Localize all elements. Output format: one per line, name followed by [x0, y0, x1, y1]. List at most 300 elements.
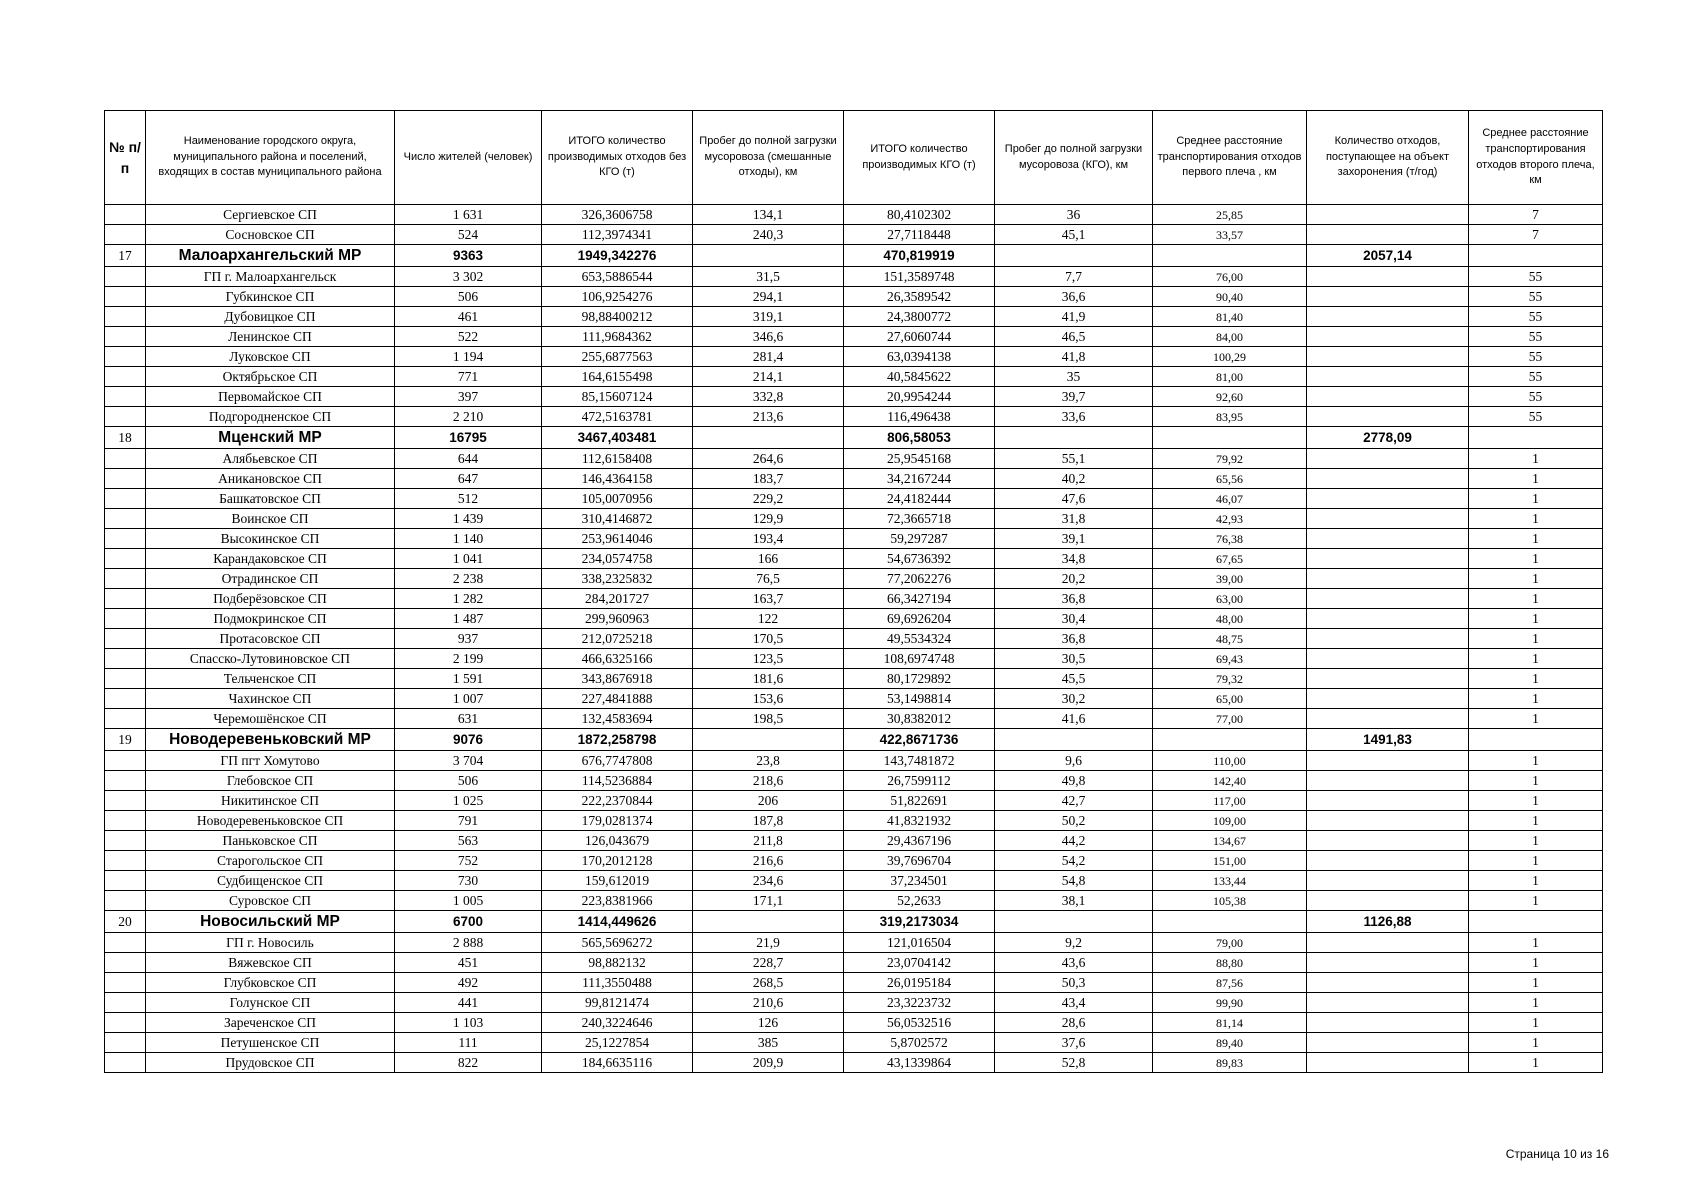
cell-mileage-mixed: 187,8: [693, 811, 844, 831]
cell-number: [105, 327, 146, 347]
cell-mileage-mixed: 181,6: [693, 669, 844, 689]
cell-landfill-amount: [1307, 205, 1469, 225]
cell-distance-first: 134,67: [1153, 831, 1307, 851]
cell-waste-total: 472,5163781: [542, 407, 693, 427]
cell-mileage-kgo: 39,1: [995, 529, 1153, 549]
settlement-row: [105, 287, 1603, 307]
header-distance-second: Среднее расстояние транспортирования отходов второго плеча, км: [1469, 111, 1603, 205]
cell-distance-second: 1: [1469, 609, 1603, 629]
cell-mileage-mixed: 129,9: [693, 509, 844, 529]
cell-name: Протасовское СП: [146, 629, 395, 649]
cell-name: Никитинское СП: [146, 791, 395, 811]
cell-mileage-mixed: 122: [693, 609, 844, 629]
cell-number: [105, 993, 146, 1013]
cell-population: 461: [395, 307, 542, 327]
cell-distance-second: 55: [1469, 287, 1603, 307]
cell-mileage-kgo: 36: [995, 205, 1153, 225]
settlement-row: [105, 407, 1603, 427]
cell-name: Аникановское СП: [146, 469, 395, 489]
cell-distance-first: 76,00: [1153, 267, 1307, 287]
cell-kgo-total: 20,9954244: [844, 387, 995, 407]
cell-mileage-kgo: 9,2: [995, 933, 1153, 953]
cell-distance-second: [1469, 911, 1603, 933]
cell-number: [105, 771, 146, 791]
settlement-row: [105, 831, 1603, 851]
cell-waste-total: 111,9684362: [542, 327, 693, 347]
cell-population: 16795: [395, 427, 542, 449]
cell-name: Зареченское СП: [146, 1013, 395, 1033]
cell-name: Подгородненское СП: [146, 407, 395, 427]
cell-name: ГП г. Новосиль: [146, 933, 395, 953]
cell-distance-first: 67,65: [1153, 549, 1307, 569]
cell-distance-second: 55: [1469, 327, 1603, 347]
cell-mileage-mixed: [693, 427, 844, 449]
settlement-row: [105, 569, 1603, 589]
cell-distance-first: 87,56: [1153, 973, 1307, 993]
cell-distance-first: 46,07: [1153, 489, 1307, 509]
cell-kgo-total: 24,4182444: [844, 489, 995, 509]
cell-name: Карандаковское СП: [146, 549, 395, 569]
cell-distance-second: 1: [1469, 831, 1603, 851]
district-row: [105, 729, 1603, 751]
cell-mileage-kgo: 36,8: [995, 629, 1153, 649]
cell-kgo-total: 108,6974748: [844, 649, 995, 669]
cell-number: [105, 811, 146, 831]
cell-waste-total: 85,15607124: [542, 387, 693, 407]
cell-mileage-kgo: 39,7: [995, 387, 1153, 407]
cell-number: [105, 831, 146, 851]
cell-distance-second: 1: [1469, 669, 1603, 689]
cell-distance-first: 84,00: [1153, 327, 1307, 347]
cell-mileage-kgo: 7,7: [995, 267, 1153, 287]
cell-distance-first: 133,44: [1153, 871, 1307, 891]
cell-waste-total: 132,4583694: [542, 709, 693, 729]
cell-distance-second: [1469, 245, 1603, 267]
cell-waste-total: 98,882132: [542, 953, 693, 973]
cell-distance-second: [1469, 427, 1603, 449]
cell-landfill-amount: [1307, 891, 1469, 911]
cell-name: Подмокринское СП: [146, 609, 395, 629]
cell-number: [105, 205, 146, 225]
cell-mileage-kgo: 30,5: [995, 649, 1153, 669]
cell-distance-second: 55: [1469, 407, 1603, 427]
cell-population: 1 025: [395, 791, 542, 811]
cell-name: ГП г. Малоархангельск: [146, 267, 395, 287]
cell-landfill-amount: [1307, 529, 1469, 549]
page-number: Страница 10 из 16: [1505, 1147, 1609, 1161]
cell-mileage-kgo: 37,6: [995, 1033, 1153, 1053]
cell-name: Глебовское СП: [146, 771, 395, 791]
cell-kgo-total: 5,8702572: [844, 1033, 995, 1053]
cell-name: Отрадинское СП: [146, 569, 395, 589]
cell-number: [105, 1033, 146, 1053]
cell-distance-second: 1: [1469, 811, 1603, 831]
cell-distance-second: 1: [1469, 529, 1603, 549]
cell-distance-first: 90,40: [1153, 287, 1307, 307]
cell-mileage-mixed: 264,6: [693, 449, 844, 469]
cell-distance-first: 79,32: [1153, 669, 1307, 689]
cell-population: 1 041: [395, 549, 542, 569]
cell-landfill-amount: [1307, 689, 1469, 709]
cell-waste-total: 98,88400212: [542, 307, 693, 327]
cell-distance-first: 79,92: [1153, 449, 1307, 469]
header-name: Наименование городского округа, муниципального района и поселений, входящих в состав муниципального района: [146, 111, 395, 205]
settlement-row: [105, 649, 1603, 669]
cell-number: [105, 1053, 146, 1073]
cell-distance-first: 63,00: [1153, 589, 1307, 609]
cell-mileage-kgo: 41,8: [995, 347, 1153, 367]
cell-kgo-total: 54,6736392: [844, 549, 995, 569]
cell-population: 9363: [395, 245, 542, 267]
cell-number: 17: [105, 245, 146, 267]
cell-kgo-total: 66,3427194: [844, 589, 995, 609]
cell-mileage-mixed: [693, 911, 844, 933]
cell-distance-first: 65,00: [1153, 689, 1307, 709]
cell-number: 18: [105, 427, 146, 449]
cell-kgo-total: 41,8321932: [844, 811, 995, 831]
cell-number: [105, 871, 146, 891]
cell-distance-first: [1153, 427, 1307, 449]
cell-population: 111: [395, 1033, 542, 1053]
cell-name: Тельченское СП: [146, 669, 395, 689]
cell-distance-second: 1: [1469, 469, 1603, 489]
cell-kgo-total: 30,8382012: [844, 709, 995, 729]
cell-number: [105, 367, 146, 387]
cell-number: [105, 225, 146, 245]
cell-number: [105, 449, 146, 469]
cell-kgo-total: 422,8671736: [844, 729, 995, 751]
settlement-row: [105, 709, 1603, 729]
cell-number: 20: [105, 911, 146, 933]
cell-landfill-amount: [1307, 993, 1469, 1013]
cell-distance-second: 1: [1469, 589, 1603, 609]
cell-population: 512: [395, 489, 542, 509]
cell-number: 19: [105, 729, 146, 751]
cell-distance-first: 105,38: [1153, 891, 1307, 911]
cell-landfill-amount: [1307, 347, 1469, 367]
settlement-row: [105, 509, 1603, 529]
cell-landfill-amount: [1307, 851, 1469, 871]
cell-kgo-total: 26,7599112: [844, 771, 995, 791]
cell-population: 6700: [395, 911, 542, 933]
header-mileage-kgo: Пробег до полной загрузки мусоровоза (КГО), км: [995, 111, 1153, 205]
cell-distance-first: 151,00: [1153, 851, 1307, 871]
settlement-row: [105, 811, 1603, 831]
cell-population: 3 302: [395, 267, 542, 287]
cell-mileage-mixed: 228,7: [693, 953, 844, 973]
settlement-row: [105, 791, 1603, 811]
settlement-row: [105, 529, 1603, 549]
cell-landfill-amount: [1307, 267, 1469, 287]
cell-number: [105, 973, 146, 993]
settlement-row: [105, 327, 1603, 347]
cell-number: [105, 307, 146, 327]
header-mileage-mixed: Пробег до полной загрузки мусоровоза (смешанные отходы), км: [693, 111, 844, 205]
cell-population: 2 199: [395, 649, 542, 669]
cell-waste-total: 255,6877563: [542, 347, 693, 367]
cell-mileage-mixed: 23,8: [693, 751, 844, 771]
cell-mileage-mixed: 281,4: [693, 347, 844, 367]
cell-waste-total: 159,612019: [542, 871, 693, 891]
cell-population: 1 140: [395, 529, 542, 549]
settlement-row: [105, 891, 1603, 911]
cell-mileage-mixed: 206: [693, 791, 844, 811]
cell-mileage-mixed: 183,7: [693, 469, 844, 489]
cell-number: [105, 509, 146, 529]
settlement-row: [105, 1013, 1603, 1033]
cell-name: Малоархангельский МР: [146, 245, 395, 267]
settlement-row: [105, 489, 1603, 509]
cell-landfill-amount: [1307, 1013, 1469, 1033]
cell-waste-total: 146,4364158: [542, 469, 693, 489]
settlement-row: [105, 205, 1603, 225]
cell-mileage-mixed: 21,9: [693, 933, 844, 953]
cell-name: Луковское СП: [146, 347, 395, 367]
cell-name: Сосновское СП: [146, 225, 395, 245]
cell-waste-total: 111,3550488: [542, 973, 693, 993]
cell-number: [105, 347, 146, 367]
cell-name: Черемошёнское СП: [146, 709, 395, 729]
cell-mileage-kgo: 43,4: [995, 993, 1153, 1013]
cell-distance-first: 65,56: [1153, 469, 1307, 489]
cell-waste-total: 1414,449626: [542, 911, 693, 933]
cell-distance-second: 1: [1469, 871, 1603, 891]
cell-mileage-mixed: 218,6: [693, 771, 844, 791]
cell-number: [105, 387, 146, 407]
cell-distance-second: [1469, 729, 1603, 751]
cell-landfill-amount: [1307, 307, 1469, 327]
cell-number: [105, 529, 146, 549]
cell-number: [105, 549, 146, 569]
cell-kgo-total: 806,58053: [844, 427, 995, 449]
cell-mileage-kgo: 50,2: [995, 811, 1153, 831]
cell-distance-first: 81,14: [1153, 1013, 1307, 1033]
cell-mileage-mixed: 209,9: [693, 1053, 844, 1073]
cell-population: 524: [395, 225, 542, 245]
cell-name: Алябьевское СП: [146, 449, 395, 469]
cell-kgo-total: 59,297287: [844, 529, 995, 549]
header-landfill-amount: Количество отходов, поступающее на объект захоронения (т/год): [1307, 111, 1469, 205]
cell-number: [105, 287, 146, 307]
cell-landfill-amount: [1307, 469, 1469, 489]
cell-kgo-total: 80,1729892: [844, 669, 995, 689]
cell-population: 1 103: [395, 1013, 542, 1033]
cell-mileage-kgo: 33,6: [995, 407, 1153, 427]
cell-landfill-amount: [1307, 225, 1469, 245]
cell-kgo-total: 39,7696704: [844, 851, 995, 871]
settlement-row: [105, 973, 1603, 993]
cell-name: Сергиевское СП: [146, 205, 395, 225]
cell-population: 506: [395, 771, 542, 791]
cell-number: [105, 649, 146, 669]
cell-waste-total: 1949,342276: [542, 245, 693, 267]
cell-kgo-total: 143,7481872: [844, 751, 995, 771]
cell-mileage-kgo: 31,8: [995, 509, 1153, 529]
cell-mileage-kgo: 50,3: [995, 973, 1153, 993]
cell-name: Спасско-Лутовиновское СП: [146, 649, 395, 669]
cell-distance-first: 109,00: [1153, 811, 1307, 831]
cell-distance-first: 33,57: [1153, 225, 1307, 245]
cell-mileage-kgo: 43,6: [995, 953, 1153, 973]
cell-distance-first: 89,83: [1153, 1053, 1307, 1073]
cell-name: Октябрьское СП: [146, 367, 395, 387]
cell-mileage-mixed: 268,5: [693, 973, 844, 993]
cell-mileage-kgo: [995, 911, 1153, 933]
cell-waste-total: 3467,403481: [542, 427, 693, 449]
cell-mileage-mixed: 123,5: [693, 649, 844, 669]
cell-distance-second: 1: [1469, 891, 1603, 911]
cell-population: 1 194: [395, 347, 542, 367]
settlement-row: [105, 469, 1603, 489]
cell-waste-total: 25,1227854: [542, 1033, 693, 1053]
cell-landfill-amount: [1307, 953, 1469, 973]
cell-mileage-mixed: 170,5: [693, 629, 844, 649]
cell-waste-total: 105,0070956: [542, 489, 693, 509]
cell-population: 1 631: [395, 205, 542, 225]
cell-waste-total: 234,0574758: [542, 549, 693, 569]
cell-mileage-mixed: 294,1: [693, 287, 844, 307]
cell-kgo-total: 26,3589542: [844, 287, 995, 307]
cell-kgo-total: 23,3223732: [844, 993, 995, 1013]
cell-population: 644: [395, 449, 542, 469]
cell-landfill-amount: [1307, 811, 1469, 831]
cell-name: Дубовицкое СП: [146, 307, 395, 327]
cell-landfill-amount: [1307, 831, 1469, 851]
settlement-row: [105, 771, 1603, 791]
cell-waste-total: 240,3224646: [542, 1013, 693, 1033]
cell-number: [105, 407, 146, 427]
cell-kgo-total: 23,0704142: [844, 953, 995, 973]
cell-kgo-total: 37,234501: [844, 871, 995, 891]
cell-landfill-amount: 2057,14: [1307, 245, 1469, 267]
cell-kgo-total: 27,7118448: [844, 225, 995, 245]
settlement-row: [105, 669, 1603, 689]
cell-name: Петушенское СП: [146, 1033, 395, 1053]
cell-name: Прудовское СП: [146, 1053, 395, 1073]
cell-kgo-total: 319,2173034: [844, 911, 995, 933]
cell-distance-first: [1153, 911, 1307, 933]
cell-distance-first: 100,29: [1153, 347, 1307, 367]
cell-distance-second: 1: [1469, 933, 1603, 953]
cell-population: 730: [395, 871, 542, 891]
cell-landfill-amount: [1307, 871, 1469, 891]
cell-distance-second: 1: [1469, 629, 1603, 649]
cell-population: 647: [395, 469, 542, 489]
cell-distance-first: 88,80: [1153, 953, 1307, 973]
cell-number: [105, 569, 146, 589]
cell-distance-first: 69,43: [1153, 649, 1307, 669]
cell-kgo-total: 53,1498814: [844, 689, 995, 709]
cell-waste-total: 212,0725218: [542, 629, 693, 649]
cell-name: Высокинское СП: [146, 529, 395, 549]
cell-waste-total: 1872,258798: [542, 729, 693, 751]
cell-mileage-kgo: 20,2: [995, 569, 1153, 589]
cell-population: 1 007: [395, 689, 542, 709]
cell-mileage-kgo: 41,9: [995, 307, 1153, 327]
cell-landfill-amount: [1307, 549, 1469, 569]
cell-distance-first: 48,00: [1153, 609, 1307, 629]
cell-name: Подберёзовское СП: [146, 589, 395, 609]
cell-name: Башкатовское СП: [146, 489, 395, 509]
cell-waste-total: 112,3974341: [542, 225, 693, 245]
cell-landfill-amount: [1307, 709, 1469, 729]
cell-mileage-kgo: 52,8: [995, 1053, 1153, 1073]
cell-mileage-mixed: 214,1: [693, 367, 844, 387]
cell-landfill-amount: [1307, 771, 1469, 791]
cell-mileage-mixed: 76,5: [693, 569, 844, 589]
cell-mileage-mixed: 163,7: [693, 589, 844, 609]
cell-mileage-mixed: 134,1: [693, 205, 844, 225]
cell-mileage-kgo: 54,2: [995, 851, 1153, 871]
cell-landfill-amount: [1307, 569, 1469, 589]
cell-waste-total: 222,2370844: [542, 791, 693, 811]
cell-population: 771: [395, 367, 542, 387]
table-body: [105, 205, 1603, 1073]
settlement-row: [105, 549, 1603, 569]
cell-mileage-mixed: 216,6: [693, 851, 844, 871]
cell-name: Вяжевское СП: [146, 953, 395, 973]
cell-landfill-amount: [1307, 387, 1469, 407]
cell-mileage-kgo: 35: [995, 367, 1153, 387]
cell-landfill-amount: [1307, 287, 1469, 307]
cell-distance-second: 1: [1469, 649, 1603, 669]
cell-name: Судбищенское СП: [146, 871, 395, 891]
cell-population: 451: [395, 953, 542, 973]
cell-waste-total: 310,4146872: [542, 509, 693, 529]
cell-waste-total: 164,6155498: [542, 367, 693, 387]
cell-distance-first: [1153, 729, 1307, 751]
cell-mileage-mixed: [693, 245, 844, 267]
cell-distance-second: 1: [1469, 751, 1603, 771]
cell-distance-first: 99,90: [1153, 993, 1307, 1013]
cell-distance-second: 1: [1469, 1033, 1603, 1053]
cell-distance-second: 1: [1469, 993, 1603, 1013]
cell-mileage-mixed: 171,1: [693, 891, 844, 911]
cell-mileage-mixed: 385: [693, 1033, 844, 1053]
cell-kgo-total: 63,0394138: [844, 347, 995, 367]
cell-mileage-kgo: 9,6: [995, 751, 1153, 771]
cell-mileage-kgo: 34,8: [995, 549, 1153, 569]
cell-waste-total: 253,9614046: [542, 529, 693, 549]
cell-population: 397: [395, 387, 542, 407]
settlement-row: [105, 1033, 1603, 1053]
cell-distance-first: 110,00: [1153, 751, 1307, 771]
settlement-row: [105, 933, 1603, 953]
cell-waste-total: 284,201727: [542, 589, 693, 609]
settlement-row: [105, 851, 1603, 871]
cell-distance-second: 1: [1469, 771, 1603, 791]
cell-mileage-kgo: 45,5: [995, 669, 1153, 689]
cell-distance-first: 92,60: [1153, 387, 1307, 407]
cell-distance-first: 142,40: [1153, 771, 1307, 791]
cell-distance-second: 1: [1469, 953, 1603, 973]
cell-population: 631: [395, 709, 542, 729]
cell-name: ГП пгт Хомутово: [146, 751, 395, 771]
cell-distance-second: 55: [1469, 387, 1603, 407]
district-row: [105, 245, 1603, 267]
cell-landfill-amount: [1307, 367, 1469, 387]
cell-mileage-kgo: 49,8: [995, 771, 1153, 791]
cell-landfill-amount: [1307, 327, 1469, 347]
cell-distance-first: 77,00: [1153, 709, 1307, 729]
settlement-row: [105, 387, 1603, 407]
district-row: [105, 911, 1603, 933]
cell-name: Первомайское СП: [146, 387, 395, 407]
settlement-row: [105, 225, 1603, 245]
cell-distance-second: 55: [1469, 347, 1603, 367]
cell-distance-second: 1: [1469, 549, 1603, 569]
cell-population: 441: [395, 993, 542, 1013]
